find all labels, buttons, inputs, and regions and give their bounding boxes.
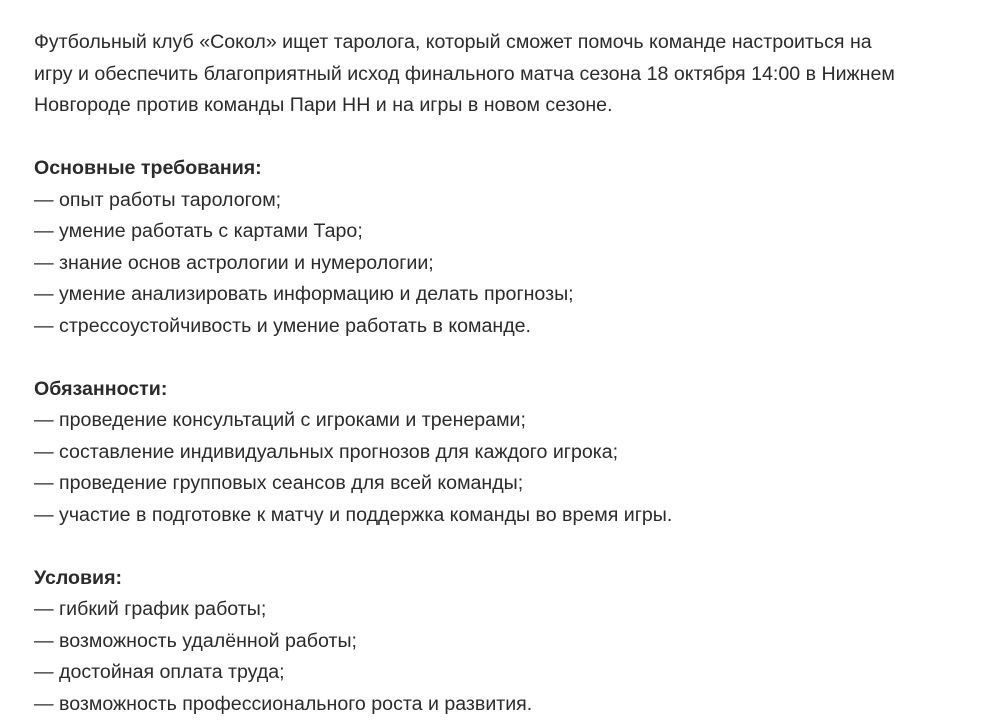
- requirements-section: [34, 153, 984, 342]
- list-item: — проведение консультаций с игроками и тренерами;: [34, 409, 526, 431]
- list-item: — составление индивидуальных прогнозов для каждого игрока;: [34, 440, 619, 463]
- list-item: — возможность удалённой работы;: [34, 629, 357, 652]
- list-item: — опыт работы тарологом;: [34, 188, 282, 211]
- conditions-list: [34, 594, 984, 720]
- duties-list: [34, 405, 984, 531]
- list-item: — возможность профессионального роста и развития.: [34, 692, 533, 715]
- list-item: — стрессоустойчивость и умение работать в команде.: [34, 314, 531, 337]
- list-item: — умение анализировать информацию и делать прогнозы;: [34, 283, 574, 305]
- list-item: — гибкий график работы;: [34, 598, 267, 620]
- list-item: — достойная оплата труда;: [34, 661, 285, 683]
- section-title: Обязанности:: [34, 377, 168, 400]
- requirements-list: [34, 185, 984, 343]
- intro-paragraph: Футбольный клуб «Сокол» ищет таролога, который сможет помочь команде настроиться на игру и обеспечить благоприятный исход финального матча сезона 18 октября 14:00 в Нижнем Новгороде против команды Пари НН и на игры в новом сезоне.: [34, 31, 895, 116]
- list-item: — участие в подготовке к матчу и поддержка команды во время игры.: [34, 503, 673, 526]
- section-title: Условия:: [34, 566, 123, 589]
- conditions-section: [34, 563, 984, 721]
- duties-section: [34, 374, 984, 532]
- list-item: — знание основ астрологии и нумерологии;: [34, 251, 434, 274]
- list-item: — умение работать с картами Таро;: [34, 220, 363, 242]
- section-title: Основные требования:: [34, 157, 262, 179]
- list-item: — проведение групповых сеансов для всей команды;: [34, 472, 524, 494]
- vacancy-post: [34, 27, 984, 720]
